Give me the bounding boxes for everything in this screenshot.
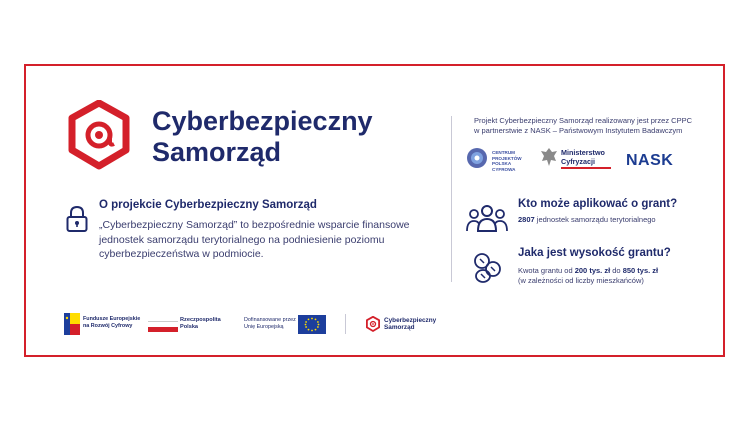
cppc-text	[492, 150, 522, 172]
grant-answer	[518, 266, 718, 286]
who-answer	[518, 215, 656, 224]
who-count: 2807	[518, 215, 535, 224]
grant-middle: do	[610, 266, 623, 275]
partner-intro-line-1: Projekt Cyberbezpieczny Samorząd realizowany jest przez CPPC	[474, 116, 693, 125]
about-description: „Cyberbezpieczny Samorząd” to bezpośrednie wsparcie finansowe jednostek samorządu terytorialnego na podniesienie poziomu cyberbezpieczeństwa w podmiocie.	[99, 219, 410, 260]
cppc-line-3: POLSKA	[492, 161, 512, 167]
poland-flag-icon	[148, 321, 178, 332]
brand-line-2: Samorząd	[152, 137, 282, 167]
grant-max: 850 tys. zł	[622, 266, 659, 275]
fe-text	[83, 316, 140, 329]
grant-amount-line	[518, 266, 718, 276]
eu-line-1: Dofinansowane przez	[244, 317, 296, 323]
who-question: Kto może aplikować o grant?	[518, 198, 678, 210]
fe-line-1: Fundusze Europejskie	[83, 316, 141, 322]
nask-logo: NASK	[626, 152, 674, 169]
partner-intro	[474, 116, 704, 136]
grant-question: Jaka jest wysokość grantu?	[518, 247, 671, 259]
ministry-text	[561, 149, 605, 166]
grant-note: (w zależności od liczby mieszkańców)	[518, 276, 644, 285]
shield-at-logo-small-icon	[366, 316, 380, 332]
cppc-line-4: CYFROWA	[492, 166, 516, 172]
eu-text	[244, 317, 296, 331]
brand-line-1: Cyberbezpieczny	[152, 106, 373, 136]
eu-line-2: Unię Europejską	[244, 323, 284, 330]
footer-brand	[384, 317, 436, 332]
grant-prefix: Kwota grantu od	[518, 266, 575, 275]
grant-min: 200 tys. zł	[574, 266, 611, 275]
vertical-divider	[451, 116, 452, 282]
banner-frame	[24, 64, 725, 357]
footer-brand-line-1: Cyberbezpieczny	[384, 317, 437, 324]
cppc-line-1: CENTRUM	[492, 150, 515, 155]
partner-intro-line-2: w partnerstwie z NASK – Państwowym Instytutem Badawczym	[474, 126, 683, 135]
ministry-line-2: Cyfryzacji	[561, 156, 595, 166]
fe-logo-icon	[64, 313, 80, 335]
coins-icon	[472, 252, 502, 284]
footer-divider	[345, 314, 346, 334]
eu-flag-icon	[298, 315, 326, 334]
cppc-line-2: PROJEKTÓW	[492, 155, 522, 161]
shield-at-logo-icon	[68, 100, 130, 170]
about-title: O projekcie Cyberbezpieczny Samorząd	[99, 199, 317, 211]
lock-icon	[66, 206, 88, 232]
eagle-emblem-icon	[540, 146, 558, 168]
pl-line-1: Rzeczpospolita	[180, 317, 221, 323]
who-answer-rest: jednostek samorządu terytorialnego	[534, 215, 656, 224]
brand-title	[152, 106, 373, 168]
ministry-underline	[561, 167, 611, 169]
ministry-line-1: Ministerstwo	[561, 148, 605, 157]
fe-line-2: na Rozwój Cyfrowy	[83, 322, 133, 329]
footer-brand-line-2: Samorząd	[384, 324, 415, 332]
people-icon	[466, 203, 508, 233]
pl-line-2: Polska	[180, 323, 199, 330]
pl-text	[180, 317, 221, 331]
